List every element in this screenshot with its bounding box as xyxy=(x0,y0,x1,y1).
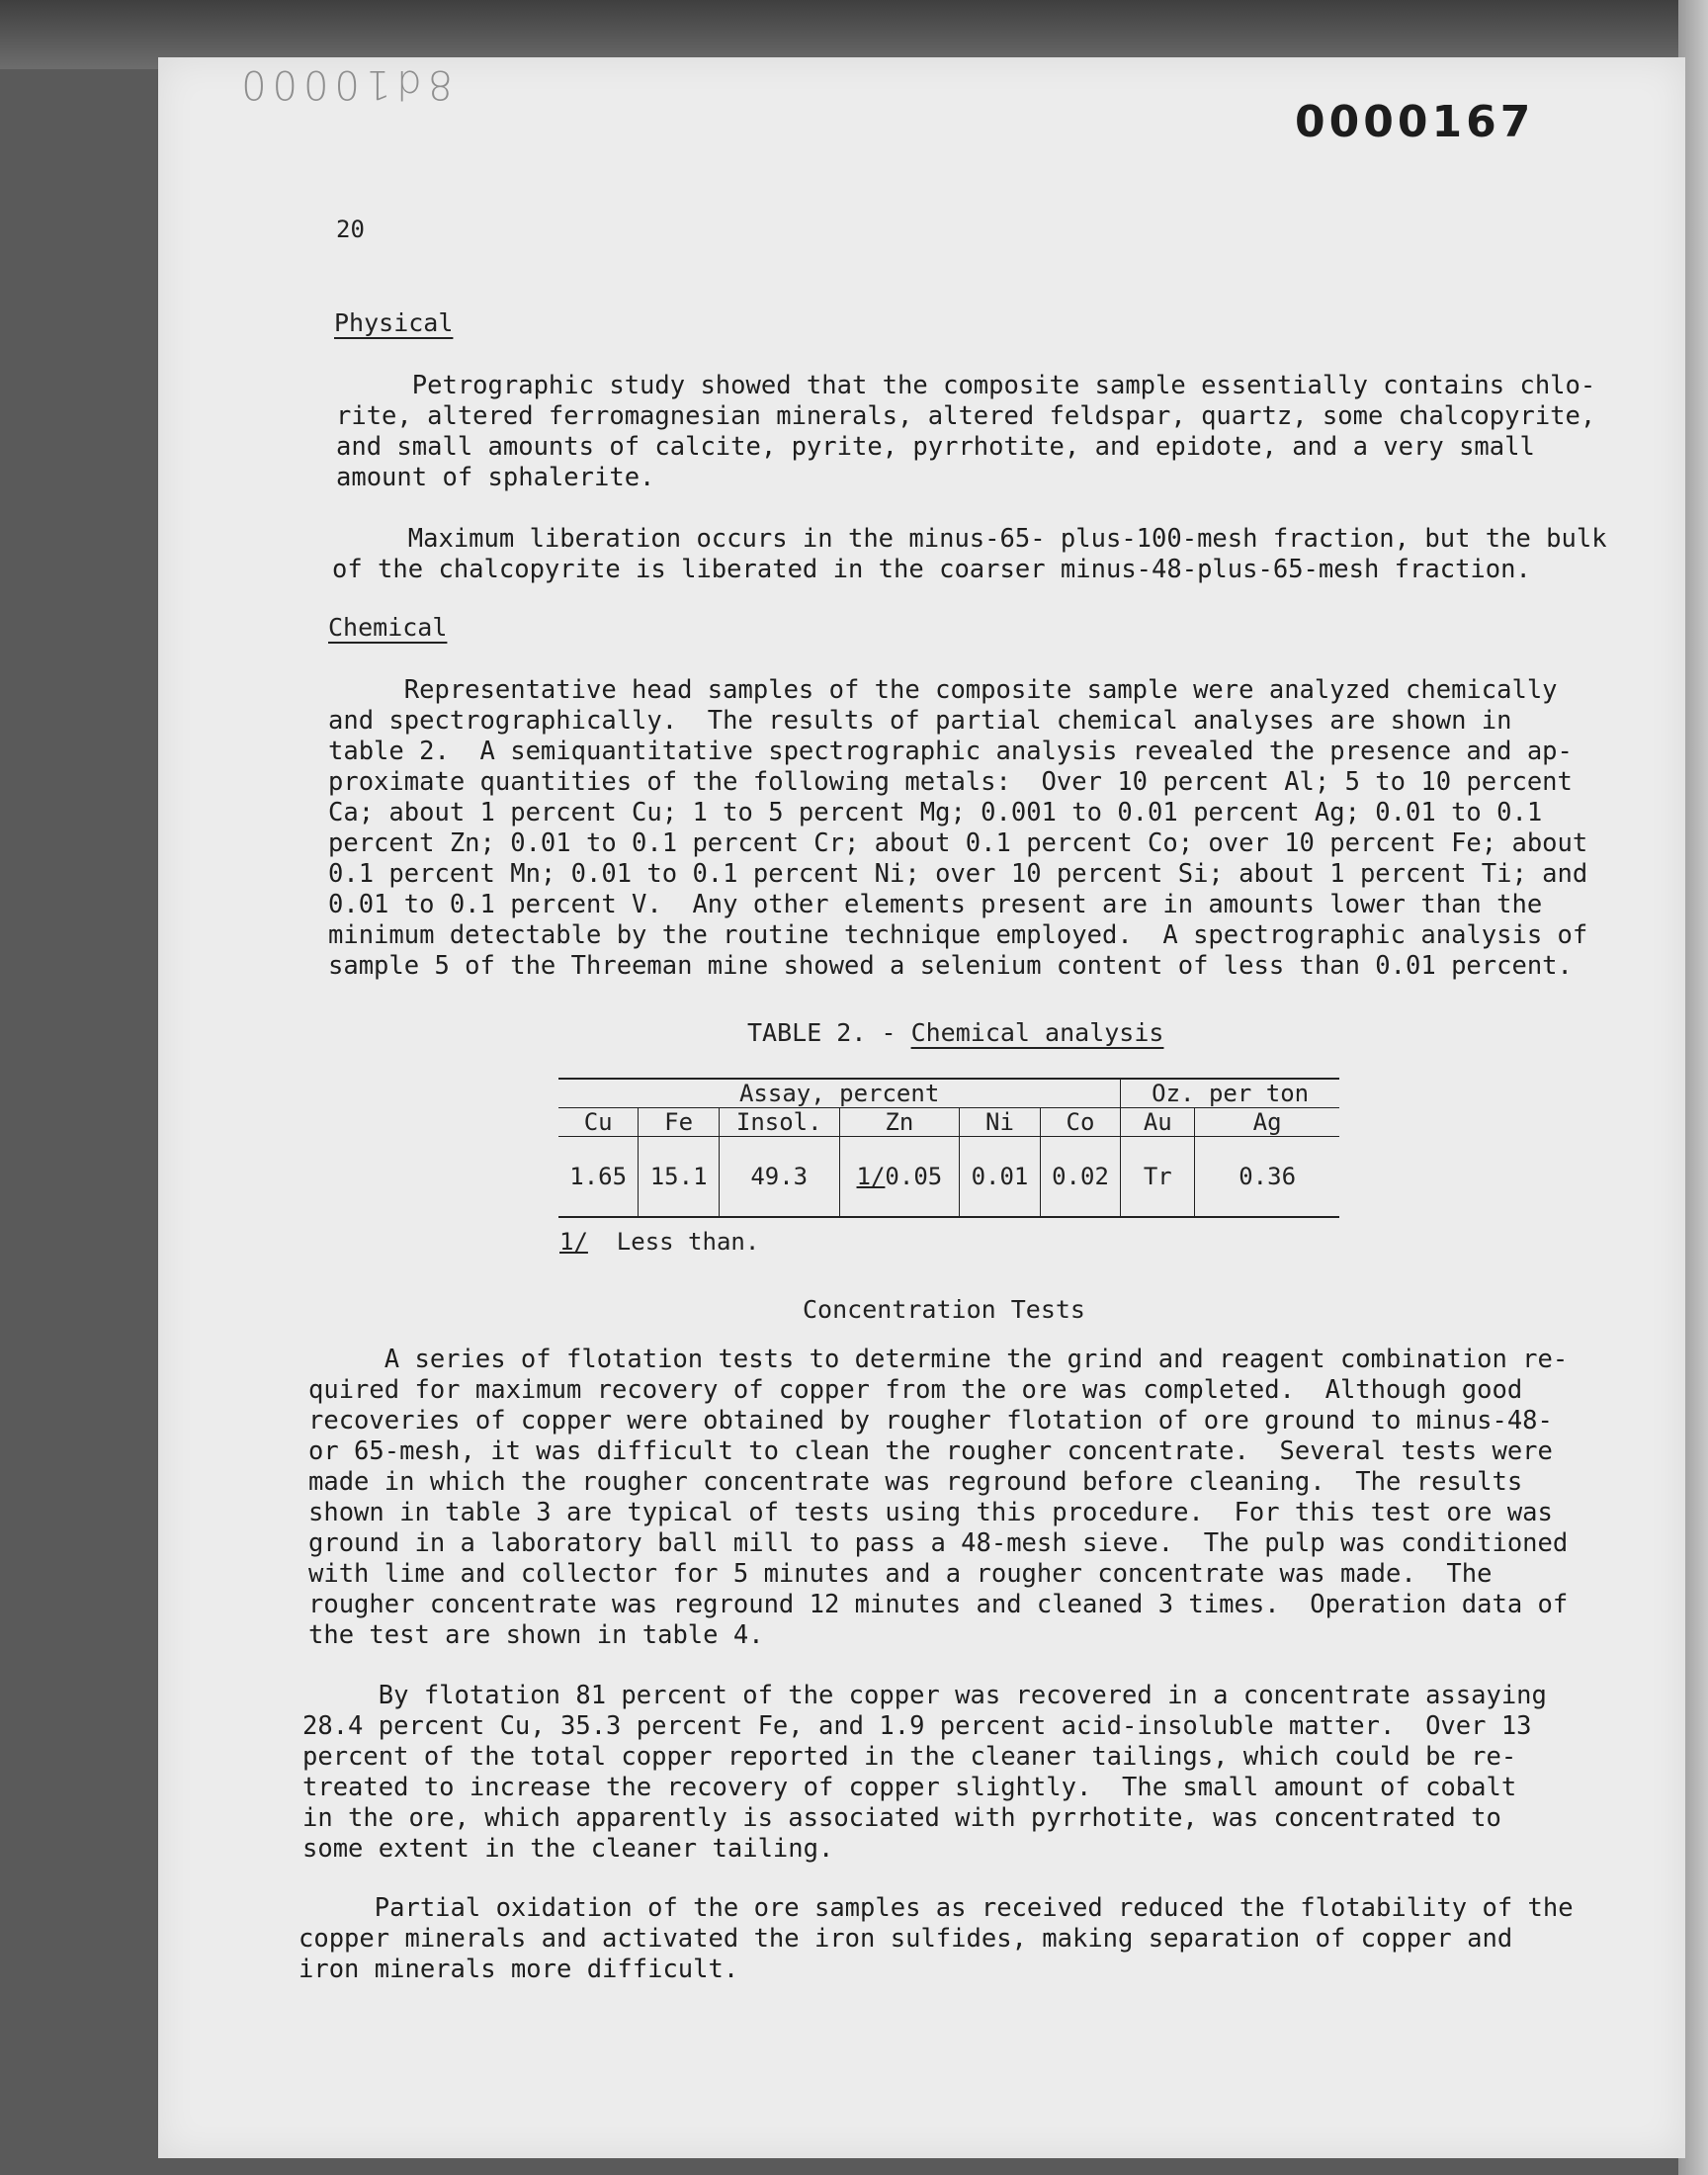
col-header-fe: Fe xyxy=(639,1108,720,1137)
col-header-cu: Cu xyxy=(558,1108,639,1137)
text-line: Ca; about 1 percent Cu; 1 to 5 percent Mg; 0.001 to 0.01 percent Ag; 0.01 to 0.1 xyxy=(328,798,1543,827)
text-line: quired for maximum recovery of copper from the ore was completed. Although good xyxy=(308,1375,1523,1405)
text-line: Maximum liberation occurs in the minus-65- plus-100-mesh fraction, but the bulk xyxy=(332,524,1607,554)
text-line: and small amounts of calcite, pyrite, pyrrhotite, and epidote, and a very small xyxy=(336,432,1535,462)
table-group-assay: Assay, percent xyxy=(558,1079,1121,1108)
paragraph-concentration-3 xyxy=(299,1893,1574,1985)
col-header-zn: Zn xyxy=(839,1108,960,1137)
cell-ag: 0.36 xyxy=(1195,1137,1339,1218)
cell-zn xyxy=(839,1137,960,1218)
text-line: shown in table 3 are typical of tests using this procedure. For this test ore was xyxy=(308,1498,1553,1527)
paragraph-chemical xyxy=(328,675,1587,982)
text-line: some extent in the cleaner tailing. xyxy=(302,1834,834,1864)
text-line: treated to increase the recovery of copper slightly. The small amount of cobalt xyxy=(302,1773,1517,1802)
text-line: percent Zn; 0.01 to 0.1 percent Cr; about 0.1 percent Co; over 10 percent Fe; about xyxy=(328,828,1588,858)
paragraph-physical-2 xyxy=(332,524,1607,585)
table-footnote xyxy=(559,1228,759,1256)
cell-ni: 0.01 xyxy=(960,1137,1041,1218)
text-line: A series of flotation tests to determine the grind and reagent combination re- xyxy=(308,1345,1569,1374)
text-line: ground in a laboratory ball mill to pass a 48-mesh sieve. The pulp was conditioned xyxy=(308,1528,1569,1558)
text-line: table 2. A semiquantitative spectrographic analysis revealed the presence and ap- xyxy=(328,737,1573,766)
text-line: amount of sphalerite. xyxy=(336,463,655,492)
text-line: Petrographic study showed that the composite sample essentially contains chlo- xyxy=(336,371,1596,400)
text-line: Partial oxidation of the ore samples as received reduced the flotability of the xyxy=(299,1893,1574,1923)
cell-co: 0.02 xyxy=(1040,1137,1121,1218)
col-header-ag: Ag xyxy=(1195,1108,1339,1137)
paragraph-physical-1 xyxy=(336,371,1595,493)
cell-au: Tr xyxy=(1121,1137,1195,1218)
paragraph-concentration-1 xyxy=(308,1345,1568,1651)
col-header-insol: Insol. xyxy=(719,1108,839,1137)
text-line: in the ore, which apparently is associated with pyrrhotite, was concentrated to xyxy=(302,1803,1501,1833)
text-line: 0.1 percent Mn; 0.01 to 0.1 percent Ni; over 10 percent Si; about 1 percent Ti; and xyxy=(328,859,1588,889)
table-title xyxy=(747,1018,1163,1047)
text-line: 28.4 percent Cu, 35.3 percent Fe, and 1.9 percent acid-insoluble matter. Over 13 xyxy=(302,1711,1532,1741)
cell-insol: 49.3 xyxy=(719,1137,839,1218)
heading-chemical: Chemical xyxy=(328,613,448,642)
text-line: iron minerals more difficult. xyxy=(299,1955,739,1984)
col-header-co: Co xyxy=(1040,1108,1121,1137)
text-line: 0.01 to 0.1 percent V. Any other elements present are in amounts lower than the xyxy=(328,890,1543,919)
text-line: minimum detectable by the routine technique employed. A spectrographic analysis of xyxy=(328,920,1588,950)
table-group-oz: Oz. per ton xyxy=(1121,1079,1339,1108)
footnote-marker: 1/ xyxy=(856,1163,886,1190)
text-line: By flotation 81 percent of the copper was recovered in a concentrate assaying xyxy=(302,1681,1547,1710)
text-line: made in which the rougher concentrate was reground before cleaning. The results xyxy=(308,1467,1523,1497)
text-line: sample 5 of the Threeman mine showed a selenium content of less than 0.01 percent. xyxy=(328,951,1573,981)
table-title-prefix: TABLE 2. - xyxy=(747,1018,911,1047)
text-line: copper minerals and activated the iron sulfides, making separation of copper and xyxy=(299,1924,1513,1954)
text-line: rite, altered ferromagnesian minerals, altered feldspar, quartz, some chalcopyrite, xyxy=(336,401,1596,431)
text-line: recoveries of copper were obtained by rougher flotation of ore ground to minus-48- xyxy=(308,1406,1553,1436)
table-title-main: Chemical analysis xyxy=(910,1018,1164,1047)
document-stamp-number: 0000167 xyxy=(1295,97,1535,147)
col-header-ni: Ni xyxy=(960,1108,1041,1137)
chemical-analysis-table xyxy=(558,1078,1339,1218)
cell-zn-value: 0.05 xyxy=(885,1163,943,1190)
footnote-mark: 1/ xyxy=(559,1228,588,1256)
table-row xyxy=(558,1137,1339,1218)
text-line: percent of the total copper reported in the cleaner tailings, which could be re- xyxy=(302,1742,1517,1772)
text-line: with lime and collector for 5 minutes and a rougher concentrate was made. The xyxy=(308,1559,1493,1589)
text-line: of the chalcopyrite is liberated in the coarser minus-48-plus-65-mesh fraction. xyxy=(332,555,1531,584)
footnote-text: Less than. xyxy=(587,1228,760,1256)
text-line: rougher concentrate was reground 12 minutes and cleaned 3 times. Operation data of xyxy=(308,1590,1569,1619)
text-line: and spectrographically. The results of partial chemical analyses are shown in xyxy=(328,706,1512,736)
col-header-au: Au xyxy=(1121,1108,1195,1137)
text-line: the test are shown in table 4. xyxy=(308,1620,764,1650)
heading-physical: Physical xyxy=(334,308,454,337)
paragraph-concentration-2 xyxy=(302,1681,1547,1865)
concentration-tests-title: Concentration Tests xyxy=(803,1295,1085,1324)
text-line: Representative head samples of the composite sample were analyzed chemically xyxy=(328,675,1558,705)
text-line: proximate quantities of the following metals: Over 10 percent Al; 5 to 10 percent xyxy=(328,767,1573,797)
cell-cu: 1.65 xyxy=(569,1163,628,1190)
page-number: 20 xyxy=(336,216,365,243)
inverted-stamp-number: 8d10000 xyxy=(235,61,454,107)
cell-fe: 15.1 xyxy=(639,1137,720,1218)
text-line: or 65-mesh, it was difficult to clean the rougher concentrate. Several tests were xyxy=(308,1436,1553,1466)
